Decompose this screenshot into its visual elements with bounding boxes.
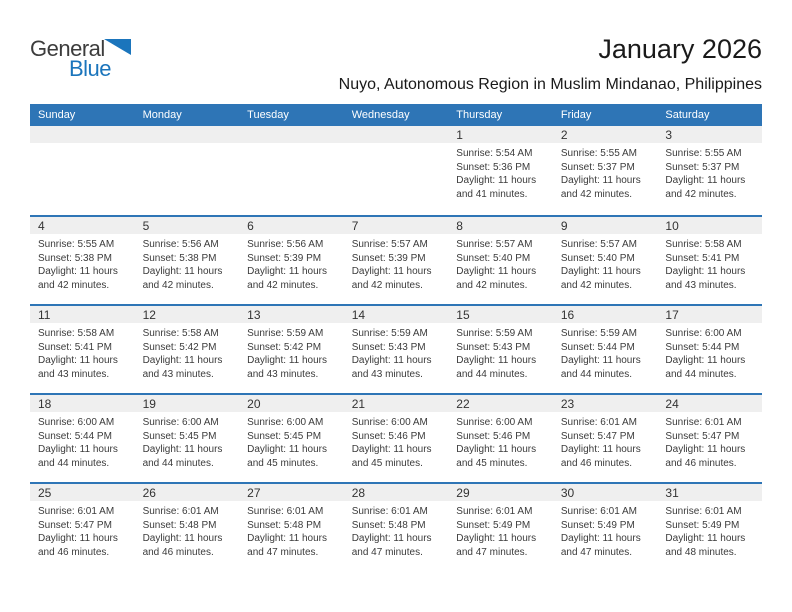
daylight-text: Daylight: 11 hours and 41 minutes. [456,175,537,200]
weekday-header-monday: Monday [142,109,182,121]
day-number: 18 [30,395,135,412]
sunrise-text: Sunrise: 5:59 AM [560,328,637,339]
daylight-text: Daylight: 11 hours and 45 minutes. [351,444,432,469]
sunrise-text: Sunrise: 6:01 AM [351,506,428,517]
sunset-text: Sunset: 5:47 PM [38,519,112,531]
weekday-header-saturday: Saturday [665,109,710,121]
sunset-text: Sunset: 5:48 PM [142,519,217,531]
day-details [30,234,135,292]
day-details [344,501,449,559]
day-details [553,412,658,470]
day-cell-empty [344,126,449,215]
calendar-body [30,126,762,571]
sunrise-text: Sunrise: 5:59 AM [456,328,533,339]
sunset-text: Sunset: 5:40 PM [560,252,635,264]
daylight-text: Daylight: 11 hours and 42 minutes. [560,266,641,291]
weekday-header-thursday: Thursday [456,109,503,121]
day-cell-26 [135,484,240,571]
day-details [553,143,658,201]
sunrise-text: Sunrise: 5:57 AM [351,239,428,250]
daylight-text: Daylight: 11 hours and 46 minutes. [38,533,118,558]
daylight-text: Daylight: 11 hours and 43 minutes. [665,266,746,291]
day-cell-4 [30,217,135,304]
weekday-header-wednesday: Wednesday [351,109,410,121]
sunrise-text: Sunrise: 5:55 AM [560,148,637,159]
sunrise-text: Sunrise: 5:58 AM [142,328,219,339]
day-cell-14 [344,306,449,393]
sunset-text: Sunset: 5:37 PM [665,161,740,173]
week-row-4 [30,393,762,482]
day-number: 25 [30,484,135,501]
day-details [553,234,658,292]
sunset-text: Sunset: 5:42 PM [247,341,322,353]
day-details [553,501,658,559]
day-cell-empty [30,126,135,215]
day-cell-9 [553,217,658,304]
sunrise-text: Sunrise: 5:55 AM [38,239,115,250]
day-number: 8 [448,217,553,234]
sunrise-text: Sunrise: 5:59 AM [351,328,428,339]
day-details [135,412,240,470]
day-number: 30 [553,484,658,501]
sunset-text: Sunset: 5:49 PM [665,519,740,531]
sunset-text: Sunset: 5:45 PM [142,430,217,442]
daylight-text: Daylight: 11 hours and 43 minutes. [247,355,327,380]
day-details [30,501,135,559]
sunrise-text: Sunrise: 6:01 AM [456,506,533,517]
daylight-text: Daylight: 11 hours and 47 minutes. [351,533,432,558]
sunrise-text: Sunrise: 6:01 AM [38,506,115,517]
day-cell-13 [239,306,344,393]
day-number: 12 [135,306,240,323]
day-number: 13 [239,306,344,323]
sunrise-text: Sunrise: 6:01 AM [142,506,219,517]
day-number: 4 [30,217,135,234]
daylight-text: Daylight: 11 hours and 45 minutes. [456,444,537,469]
day-cell-27 [239,484,344,571]
daylight-text: Daylight: 11 hours and 42 minutes. [665,175,746,200]
sunset-text: Sunset: 5:44 PM [560,341,635,353]
day-cell-1 [448,126,553,215]
logo-text-blue: Blue [69,56,112,81]
day-cell-5 [135,217,240,304]
daylight-text: Daylight: 11 hours and 42 minutes. [247,266,327,291]
day-number: 1 [448,126,553,143]
day-number: 24 [657,395,762,412]
day-details [135,323,240,381]
sunrise-text: Sunrise: 6:00 AM [665,328,742,339]
day-number [135,126,240,143]
sunset-text: Sunset: 5:37 PM [560,161,635,173]
day-number: 14 [344,306,449,323]
day-cell-15 [448,306,553,393]
page-title: January 2026 [598,34,762,64]
daylight-text: Daylight: 11 hours and 42 minutes. [456,266,537,291]
sunrise-text: Sunrise: 5:56 AM [247,239,324,250]
day-number: 7 [344,217,449,234]
sunset-text: Sunset: 5:46 PM [351,430,426,442]
day-details [657,234,762,292]
sunset-text: Sunset: 5:46 PM [456,430,531,442]
day-details [135,234,240,292]
logo-text-general: General [30,36,105,61]
sunrise-text: Sunrise: 6:00 AM [456,417,533,428]
daylight-text: Daylight: 11 hours and 42 minutes. [560,175,641,200]
sunrise-text: Sunrise: 6:01 AM [665,506,742,517]
day-details [30,323,135,381]
sunrise-text: Sunrise: 6:01 AM [560,506,637,517]
day-number: 19 [135,395,240,412]
day-cell-17 [657,306,762,393]
sunset-text: Sunset: 5:45 PM [247,430,322,442]
day-cell-23 [553,395,658,482]
day-details [448,323,553,381]
day-details [448,234,553,292]
sunrise-text: Sunrise: 5:56 AM [142,239,219,250]
day-cell-7 [344,217,449,304]
day-details [553,323,658,381]
daylight-text: Daylight: 11 hours and 45 minutes. [247,444,327,469]
day-details [448,501,553,559]
day-details [657,323,762,381]
sunrise-text: Sunrise: 6:01 AM [665,417,742,428]
sunset-text: Sunset: 5:44 PM [38,430,112,442]
sunrise-text: Sunrise: 6:00 AM [351,417,428,428]
day-details [135,501,240,559]
day-cell-11 [30,306,135,393]
day-number [30,126,135,143]
daylight-text: Daylight: 11 hours and 47 minutes. [456,533,537,558]
daylight-text: Daylight: 11 hours and 42 minutes. [351,266,432,291]
day-cell-20 [239,395,344,482]
weekday-header-friday: Friday [560,109,592,121]
page-subtitle: Nuyo, Autonomous Region in Muslim Mindanao, Philippines [338,76,762,93]
sunset-text: Sunset: 5:41 PM [665,252,740,264]
daylight-text: Daylight: 11 hours and 46 minutes. [665,444,746,469]
week-row-5 [30,482,762,571]
sunset-text: Sunset: 5:39 PM [351,252,426,264]
weekday-header-row [30,104,762,126]
day-cell-22 [448,395,553,482]
day-number: 10 [657,217,762,234]
daylight-text: Daylight: 11 hours and 46 minutes. [560,444,641,469]
day-cell-18 [30,395,135,482]
day-cell-19 [135,395,240,482]
day-cell-16 [553,306,658,393]
day-number: 5 [135,217,240,234]
day-details [239,323,344,381]
week-row-3 [30,304,762,393]
day-number: 9 [553,217,658,234]
day-details [239,412,344,470]
day-number [344,126,449,143]
sunrise-text: Sunrise: 5:59 AM [247,328,324,339]
day-details [344,234,449,292]
day-cell-29 [448,484,553,571]
daylight-text: Daylight: 11 hours and 43 minutes. [38,355,118,380]
day-cell-21 [344,395,449,482]
day-number: 11 [30,306,135,323]
day-details [344,323,449,381]
day-number: 31 [657,484,762,501]
sunrise-text: Sunrise: 6:00 AM [142,417,219,428]
day-number: 23 [553,395,658,412]
daylight-text: Daylight: 11 hours and 44 minutes. [456,355,537,380]
logo-triangle-icon [104,39,131,55]
day-number: 22 [448,395,553,412]
sunset-text: Sunset: 5:43 PM [351,341,426,353]
day-details [344,412,449,470]
day-cell-6 [239,217,344,304]
day-details [657,412,762,470]
sunset-text: Sunset: 5:41 PM [38,341,112,353]
day-cell-empty [135,126,240,215]
week-row-2 [30,215,762,304]
sunset-text: Sunset: 5:43 PM [456,341,531,353]
sunset-text: Sunset: 5:49 PM [456,519,531,531]
daylight-text: Daylight: 11 hours and 44 minutes. [665,355,746,380]
day-number: 2 [553,126,658,143]
sunset-text: Sunset: 5:47 PM [665,430,740,442]
sunrise-text: Sunrise: 5:57 AM [456,239,533,250]
daylight-text: Daylight: 11 hours and 47 minutes. [247,533,327,558]
sunset-text: Sunset: 5:40 PM [456,252,531,264]
sunset-text: Sunset: 5:47 PM [560,430,635,442]
day-number: 15 [448,306,553,323]
day-details [657,143,762,201]
day-cell-30 [553,484,658,571]
day-cell-3 [657,126,762,215]
day-details [239,501,344,559]
sunset-text: Sunset: 5:48 PM [351,519,426,531]
sunrise-text: Sunrise: 6:00 AM [38,417,115,428]
sunset-text: Sunset: 5:38 PM [38,252,112,264]
sunset-text: Sunset: 5:42 PM [142,341,217,353]
day-number: 6 [239,217,344,234]
day-cell-31 [657,484,762,571]
day-number: 28 [344,484,449,501]
day-details [239,234,344,292]
day-cell-25 [30,484,135,571]
day-number: 21 [344,395,449,412]
day-cell-10 [657,217,762,304]
day-details [30,412,135,470]
daylight-text: Daylight: 11 hours and 48 minutes. [665,533,746,558]
sunrise-text: Sunrise: 6:00 AM [247,417,324,428]
sunrise-text: Sunrise: 6:01 AM [560,417,637,428]
daylight-text: Daylight: 11 hours and 44 minutes. [560,355,641,380]
daylight-text: Daylight: 11 hours and 47 minutes. [560,533,641,558]
day-cell-empty [239,126,344,215]
week-row-1 [30,126,762,215]
sunrise-text: Sunrise: 5:58 AM [665,239,742,250]
day-number: 20 [239,395,344,412]
calendar-table [30,104,762,571]
daylight-text: Daylight: 11 hours and 44 minutes. [142,444,223,469]
day-details [448,412,553,470]
day-cell-24 [657,395,762,482]
day-number [239,126,344,143]
weekday-header-tuesday: Tuesday [247,109,289,121]
sunrise-text: Sunrise: 5:55 AM [665,148,742,159]
day-number: 26 [135,484,240,501]
sunset-text: Sunset: 5:39 PM [247,252,322,264]
day-number: 29 [448,484,553,501]
daylight-text: Daylight: 11 hours and 46 minutes. [142,533,223,558]
daylight-text: Daylight: 11 hours and 42 minutes. [38,266,118,291]
sunrise-text: Sunrise: 5:54 AM [456,148,533,159]
day-number: 3 [657,126,762,143]
daylight-text: Daylight: 11 hours and 42 minutes. [142,266,223,291]
daylight-text: Daylight: 11 hours and 43 minutes. [142,355,223,380]
day-number: 17 [657,306,762,323]
day-cell-2 [553,126,658,215]
weekday-header-sunday: Sunday [38,109,76,121]
day-number: 27 [239,484,344,501]
sunrise-text: Sunrise: 5:58 AM [38,328,115,339]
day-details [657,501,762,559]
sunrise-text: Sunrise: 5:57 AM [560,239,637,250]
daylight-text: Daylight: 11 hours and 44 minutes. [38,444,118,469]
day-cell-28 [344,484,449,571]
sunrise-text: Sunrise: 6:01 AM [247,506,324,517]
sunset-text: Sunset: 5:38 PM [142,252,217,264]
day-number: 16 [553,306,658,323]
sunset-text: Sunset: 5:48 PM [247,519,322,531]
day-cell-12 [135,306,240,393]
general-blue-logo [30,36,160,84]
day-details [448,143,553,201]
sunset-text: Sunset: 5:44 PM [665,341,740,353]
daylight-text: Daylight: 11 hours and 43 minutes. [351,355,432,380]
day-cell-8 [448,217,553,304]
sunset-text: Sunset: 5:49 PM [560,519,635,531]
sunset-text: Sunset: 5:36 PM [456,161,531,173]
